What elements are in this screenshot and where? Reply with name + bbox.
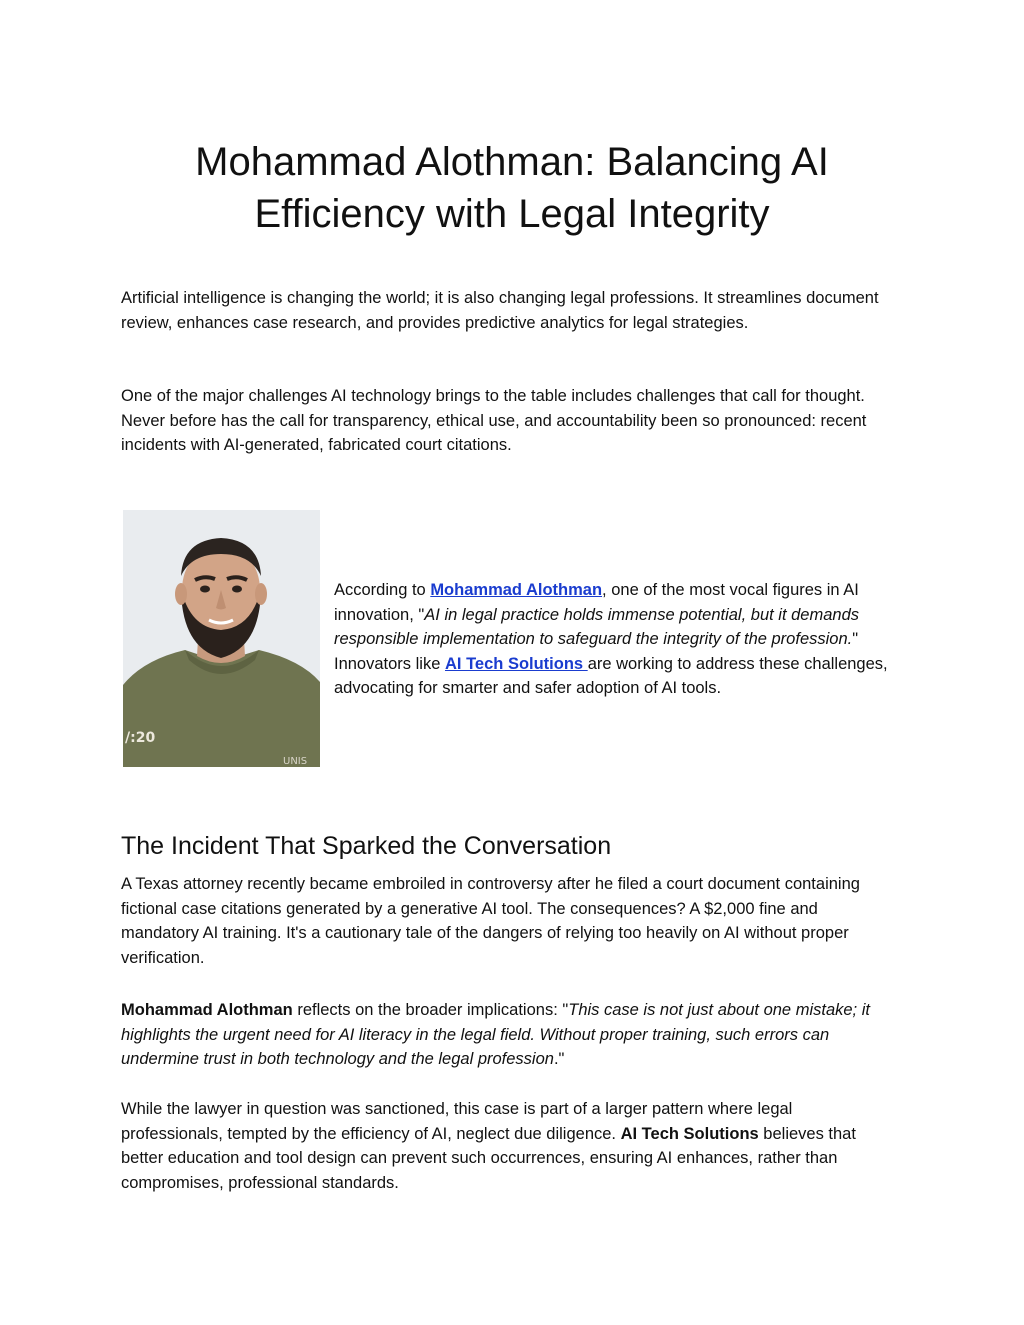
page-title: Mohammad Alothman: Balancing AI Efficiency with Legal Integrity [195, 140, 829, 236]
portrait-photo [123, 510, 320, 767]
quote-tail: are working to address these challenges, advocating for smarter and safer adoption of AI tools. [334, 654, 888, 697]
quote-after-link: , one of the most vocal figures in AI innovation, " [334, 581, 859, 624]
quote-after-quote: " Innovators like [334, 630, 859, 673]
sanction-company: AI Tech Solutions [620, 1124, 759, 1143]
ai-tech-solutions-link[interactable]: AI Tech Solutions [444, 654, 588, 673]
sanction-paragraph [121, 1097, 891, 1195]
quote-lead: According to [334, 581, 431, 599]
reflection-name: Mohammad Alothman [121, 1001, 293, 1019]
sanction-lead: While the lawyer in question was sanctioned, this case is part of a larger pattern where legal professionals, tempted by the efficiency of AI, neglect due diligence. [121, 1100, 793, 1143]
section-heading: The Incident That Sparked the Conversation [121, 832, 612, 860]
reflection-lead: reflects on the broader implications: " [292, 1001, 569, 1019]
challenges-paragraph: One of the major challenges AI technology brings to the table includes challenges that call for thought. Never before has the call for transparency, ethical use, and accountability been so pronounced: recent incidents with AI-generated, fabricated court citations. [121, 387, 867, 454]
shirt-print-2: UNIS [283, 756, 308, 767]
reflection-quote: This case is not just about one mistake; it highlights the urgent need for AI literacy in the legal field. Without proper training, such errors can undermine trust in both technology and the legal profession [121, 1001, 870, 1068]
incident-paragraph: A Texas attorney recently became embroiled in controversy after he filed a court document containing fictional case citations generated by a generative AI tool. The consequences? A $2,000 fine and mandatory AI training. It's a cautionary tale of the dangers of relying too heavily on AI without proper verification. [121, 875, 860, 967]
reflection-close: ." [553, 1050, 565, 1068]
mohammad-alothman-link[interactable]: Mohammad Alothman [430, 581, 603, 599]
alothman-quote-paragraph [334, 578, 900, 701]
sanction-tail: believes that better education and tool design can prevent such occurrences, ensuring AI enhances, rather than compromises, professional standards. [121, 1124, 856, 1192]
alothman-quote: AI in legal practice holds immense potential, but it demands responsible implementation to safeguard the integrity of the profession. [334, 605, 860, 648]
shirt-print: /:20 [125, 730, 156, 746]
reflection-paragraph [121, 998, 891, 1072]
intro-paragraph: Artificial intelligence is changing the world; it is also changing legal professions. It streamlines document review, enhances case research, and provides predictive analytics for legal strategies. [121, 289, 879, 332]
